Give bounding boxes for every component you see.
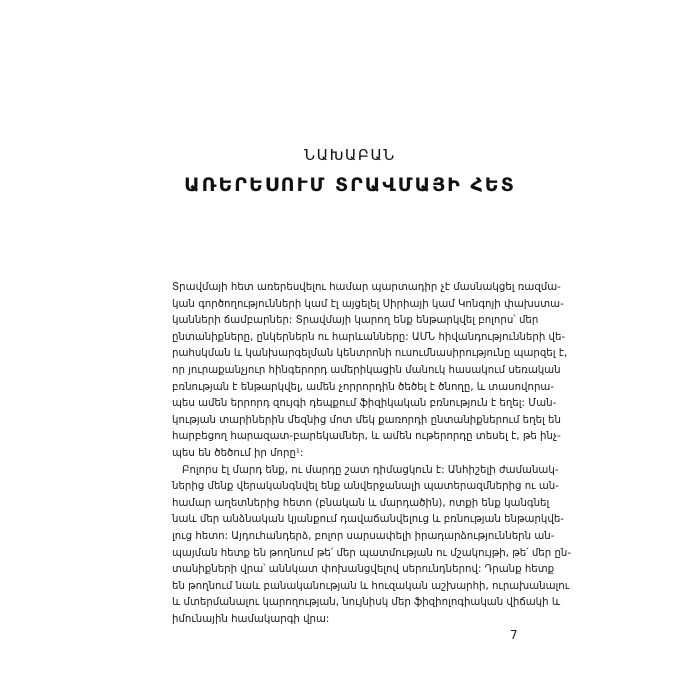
text-line: և մտերմանալու կարողության, նույնիսկ մեր ֆիզիոլոգիական վիճակի և	[172, 597, 561, 609]
text-line: հարբեցող հարազատ-բարեկամներ, և ամեն ութերորդը տեսել է, թե ինչ-	[172, 431, 561, 443]
text-line: պես ամեն երրորդ զույգի դեպքում ֆիզիկական բռնություն է եղել: Ման-	[172, 398, 557, 410]
text-line: նաև մեր անձնական կյանքում դավաճանվելուց և բռնության ենթարկվե-	[172, 514, 564, 526]
text-line: Տրավմայի հետ առերեսվելու համար պարտադիր չէ մասնակցել ռազմա-	[172, 282, 561, 293]
text-line: որ յուրաքանչյուր հինգերորդ ամերիկացին մանուկ հասակում սեռական	[172, 364, 561, 376]
text-line: կանների ճամբարներ: Տրավմայի կարող ենք ենթարկվել բոլորս՝ մեր	[172, 315, 539, 327]
text-line: պես են ծեծում իր մորը¹:	[172, 447, 304, 459]
text-line: կան գործողությունների կամ էլ այցելել Սիրիայի կամ Կոնգոյի փախստա-	[172, 298, 564, 310]
body-text	[172, 280, 572, 628]
text-line: լուց հետո: Այդուհանդերձ, բոլոր սարսափելի իրադարձություններն ան-	[172, 530, 555, 542]
text-line: ընտանիքները, ընկերներն ու հարևանները: ԱՄՆ հիվանդությունների վե-	[172, 331, 566, 343]
text-line: բռնության է ենթարկվել, ամեն չորրորդին ծեծել է ծնողը, և տասովորա-	[172, 381, 555, 393]
text-line: կության տարիներին մեզնից մոտ մեկ քառորդի ընտանիքներում եղել են	[172, 414, 561, 426]
text-line: Բոլորս էլ մարդ ենք, ու մարդը շատ դիմացկուն է: Անհիշելի ժամանակ-	[182, 464, 559, 476]
text-line: ներից մենք վերականգնվել ենք անվերջանալի պատերազմներից ու ան-	[172, 481, 559, 493]
text-line: համար աղետներից հետո (բնական և մարդածին), ոտքի ենք կանգնել	[172, 497, 550, 509]
text-line: րահսկման և կանխարգելման կենտրոնի ուսումնասիրությունը պարզել է,	[172, 348, 568, 360]
text-line: տանիքների վրա՝ աննկատ փոխանցվելով սերունդներով: Դրանք հետք	[172, 564, 555, 576]
page-number: 7	[510, 628, 518, 642]
chapter-title: ԱՌԵՐԵՍՈՒՄ ՏՐԱՎՄԱՅԻ ՀԵՏ	[184, 174, 516, 196]
text-line: են թողնում նաև բանականության և հուզական աշխարհի, ուրախանալու	[172, 580, 570, 592]
paragraph-1	[172, 280, 568, 463]
text-line: իմունային համակարգի վրա:	[172, 613, 330, 625]
chapter-eyebrow: ՆԱԽԱԲԱՆ	[304, 146, 396, 164]
paragraph-2	[172, 463, 572, 629]
text-line: պայման հետք են թողնում թե՛ մեր պատմության ու մշակույթի, թե՛ մեր ըն-	[172, 547, 572, 559]
